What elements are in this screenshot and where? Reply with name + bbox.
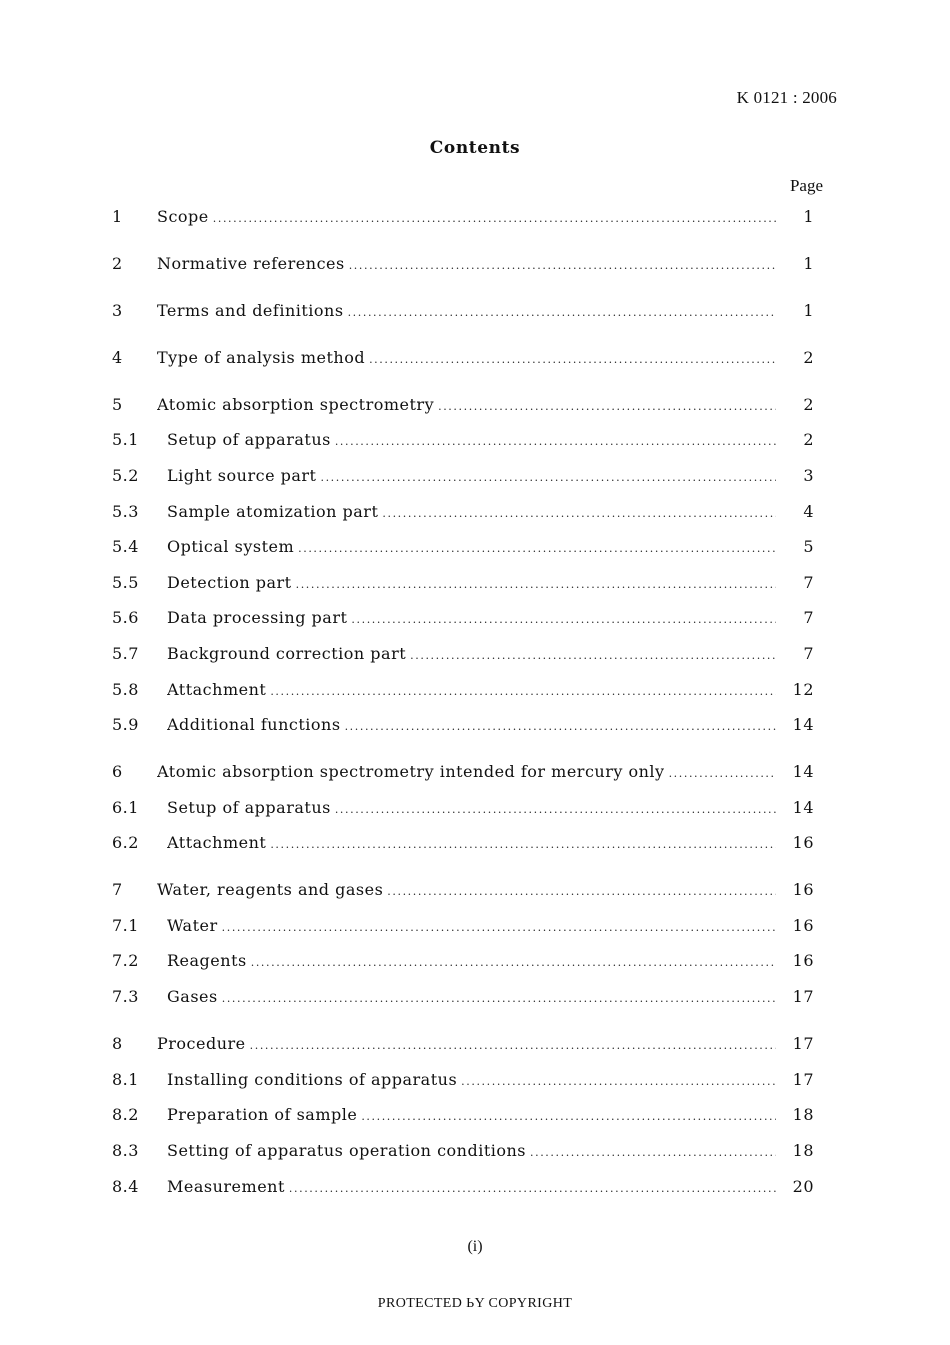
toc-number: 5.6 <box>112 608 139 627</box>
toc-number: 7.2 <box>112 951 139 970</box>
toc-entry[interactable] <box>112 878 826 902</box>
toc-entry[interactable] <box>112 346 826 370</box>
toc-title: Type of analysis method <box>157 346 369 370</box>
toc-number: 7 <box>112 880 123 899</box>
toc-number: 3 <box>112 301 123 320</box>
dot-leader <box>382 502 776 524</box>
dot-leader <box>213 207 776 229</box>
toc-page-number: 1 <box>803 207 814 226</box>
toc-title: Background correction part <box>167 642 410 666</box>
toc-title: Terms and definitions <box>157 299 348 323</box>
toc-title: Setup of apparatus <box>167 796 335 820</box>
dot-leader <box>335 798 776 820</box>
toc-entry[interactable] <box>112 831 826 855</box>
toc-entry[interactable] <box>112 1175 826 1199</box>
dot-leader <box>387 880 776 902</box>
dot-leader <box>320 466 776 488</box>
toc-title: Detection part <box>167 571 296 595</box>
toc-page-number: 14 <box>792 762 814 781</box>
toc-entry[interactable] <box>112 914 826 938</box>
toc-entry[interactable] <box>112 1032 826 1056</box>
toc-entry[interactable] <box>112 205 826 229</box>
toc-number: 5.1 <box>112 430 139 449</box>
toc-title: Attachment <box>167 678 270 702</box>
toc-page-number: 16 <box>792 916 814 935</box>
toc-entry[interactable] <box>112 985 826 1009</box>
toc-title: Scope <box>157 205 213 229</box>
dot-leader <box>270 833 776 855</box>
toc-number: 4 <box>112 348 123 367</box>
toc-page-number: 16 <box>792 880 814 899</box>
toc-title: Water <box>167 914 222 938</box>
toc-title: Data processing part <box>167 606 351 630</box>
dot-leader <box>461 1070 776 1092</box>
dot-leader <box>669 762 776 784</box>
toc-number: 5 <box>112 395 123 414</box>
toc-number: 5.5 <box>112 573 139 592</box>
toc-title: Reagents <box>167 949 251 973</box>
toc-number: 7.1 <box>112 916 139 935</box>
toc-number: 5.7 <box>112 644 139 663</box>
toc-entry[interactable] <box>112 535 826 559</box>
toc-entry[interactable] <box>112 1139 826 1163</box>
toc-entry[interactable] <box>112 678 826 702</box>
toc-page-number: 2 <box>803 430 814 449</box>
toc-page-number: 12 <box>792 680 814 699</box>
toc-entry[interactable] <box>112 299 826 323</box>
toc-title: Sample atomization part <box>167 500 382 524</box>
toc-title: Atomic absorption spectrometry intended for mercury only <box>157 760 669 784</box>
toc-title: Attachment <box>167 831 270 855</box>
toc-entry[interactable] <box>112 428 826 452</box>
dot-leader <box>349 254 776 276</box>
toc-entry[interactable] <box>112 1068 826 1092</box>
dot-leader <box>438 395 776 417</box>
dot-leader <box>251 951 776 973</box>
toc-number: 6 <box>112 762 123 781</box>
dot-leader <box>296 573 776 595</box>
dot-leader <box>250 1034 776 1056</box>
toc-page-number: 17 <box>792 1070 814 1089</box>
toc-page-number: 17 <box>792 1034 814 1053</box>
toc-page-number: 18 <box>792 1105 814 1124</box>
dot-leader <box>270 680 776 702</box>
toc-page-number: 4 <box>803 502 814 521</box>
toc-entry[interactable] <box>112 606 826 630</box>
dot-leader <box>345 715 776 737</box>
toc-entry[interactable] <box>112 1103 826 1127</box>
dot-leader <box>222 916 776 938</box>
toc-number: 5.9 <box>112 715 139 734</box>
toc-entry[interactable] <box>112 760 826 784</box>
toc-number: 6.1 <box>112 798 139 817</box>
toc-page-number: 1 <box>803 301 814 320</box>
toc-title: Setting of apparatus operation conditions <box>167 1139 530 1163</box>
toc-page-number: 7 <box>803 608 814 627</box>
toc-page-number: 1 <box>803 254 814 273</box>
toc-entry[interactable] <box>112 571 826 595</box>
toc-title: Water, reagents and gases <box>157 878 387 902</box>
dot-leader <box>222 987 776 1009</box>
toc-title: Measurement <box>167 1175 289 1199</box>
toc-entry[interactable] <box>112 252 826 276</box>
dot-leader <box>530 1141 776 1163</box>
toc-title: Atomic absorption spectrometry <box>157 393 438 417</box>
toc-entry[interactable] <box>112 796 826 820</box>
dot-leader <box>348 301 776 323</box>
toc-number: 7.3 <box>112 987 139 1006</box>
toc-number: 5.3 <box>112 502 139 521</box>
toc-page-number: 2 <box>803 395 814 414</box>
toc-number: 5.4 <box>112 537 139 556</box>
toc-page-number: 7 <box>803 573 814 592</box>
toc-entry[interactable] <box>112 500 826 524</box>
toc-title: Procedure <box>157 1032 250 1056</box>
toc-number: 8.3 <box>112 1141 139 1160</box>
toc-page-number: 16 <box>792 833 814 852</box>
toc-page-number: 14 <box>792 798 814 817</box>
toc-title: Light source part <box>167 464 320 488</box>
toc-page-number: 2 <box>803 348 814 367</box>
toc-number: 5.8 <box>112 680 139 699</box>
dot-leader <box>298 537 776 559</box>
toc-page-number: 18 <box>792 1141 814 1160</box>
toc-title: Gases <box>167 985 222 1009</box>
dot-leader <box>410 644 776 666</box>
toc-title: Optical system <box>167 535 298 559</box>
toc-entry[interactable] <box>112 464 826 488</box>
toc-page-number: 16 <box>792 951 814 970</box>
toc-entry[interactable] <box>112 393 826 417</box>
toc-number: 5.2 <box>112 466 139 485</box>
toc-page-number: 17 <box>792 987 814 1006</box>
toc-entry[interactable] <box>112 642 826 666</box>
standard-id: K 0121 : 2006 <box>736 88 837 107</box>
toc-number: 8.2 <box>112 1105 139 1124</box>
dot-leader <box>351 608 776 630</box>
toc-entry[interactable] <box>112 713 826 737</box>
dot-leader <box>361 1105 776 1127</box>
toc-page-number: 5 <box>803 537 814 556</box>
dot-leader <box>369 348 776 370</box>
toc-number: 8.1 <box>112 1070 139 1089</box>
dot-leader <box>289 1177 776 1199</box>
toc-page-number: 20 <box>792 1177 814 1196</box>
dot-leader <box>335 430 776 452</box>
toc-number: 2 <box>112 254 123 273</box>
page-title: Contents <box>429 138 521 158</box>
toc-number: 8 <box>112 1034 123 1053</box>
toc-page-number: 14 <box>792 715 814 734</box>
toc-title: Additional functions <box>167 713 345 737</box>
copyright-footer: PROTECTED ЬY COPYRIGHT <box>377 1296 573 1311</box>
toc-number: 8.4 <box>112 1177 139 1196</box>
toc-page-number: 3 <box>803 466 814 485</box>
toc-entry[interactable] <box>112 949 826 973</box>
toc-title: Setup of apparatus <box>167 428 335 452</box>
toc-title: Normative references <box>157 252 349 276</box>
toc-number: 6.2 <box>112 833 139 852</box>
toc-title: Preparation of sample <box>167 1103 361 1127</box>
toc-title: Installing conditions of apparatus <box>167 1068 461 1092</box>
page-column-label: Page <box>789 176 823 195</box>
toc-page-number: 7 <box>803 644 814 663</box>
page-folio: (i) <box>467 1238 483 1255</box>
toc-number: 1 <box>112 207 123 226</box>
